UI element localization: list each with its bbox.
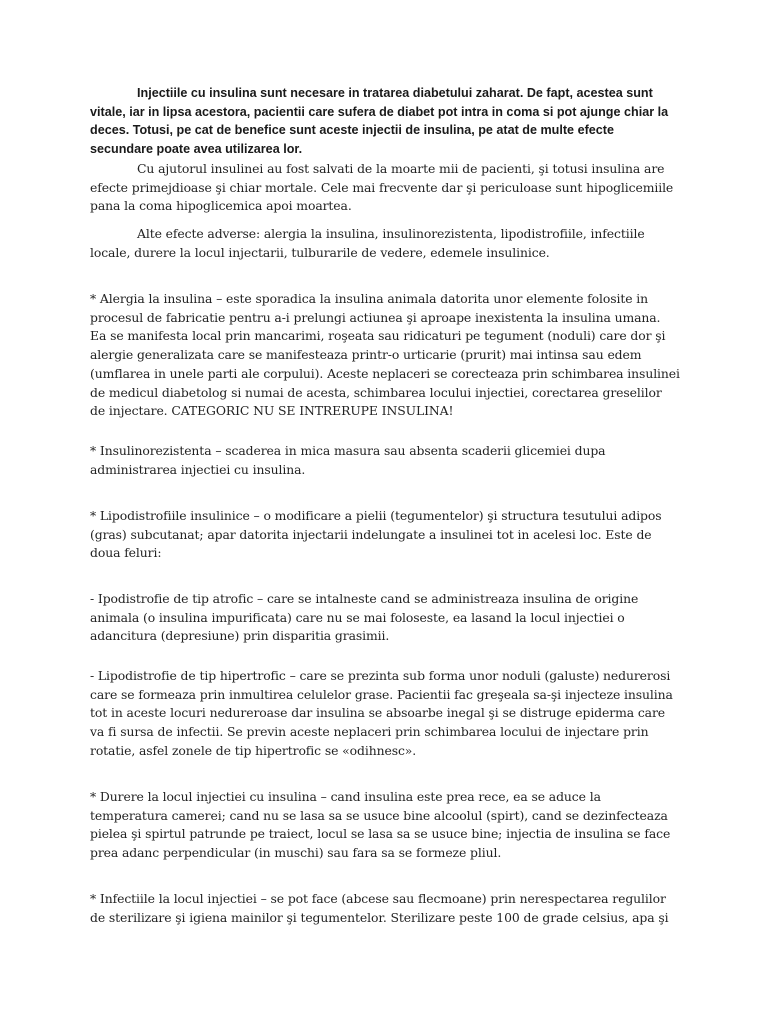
paragraph-hypertrophic-type: - Lipodistrofie de tip hipertrofic – care se prezinta sub forma unor noduli (galuste) nedurerosi care se formeaza prin inmultirea celulelor grase. Pacientii fac greşeala sa-şi injecteze insulina tot in aceste locuri nedureroase dar insulina se absoarbe inegal şi se distruge epiderma care va fi sursa de infectii. Se previn aceste neplaceri prin schimbarea locului de injectare prin rotatie, asfel zonele de tip hipertrofic se «odihnesc». xyxy=(90,668,673,758)
paragraph-insulin-benefits: Cu ajutorul insulinei au fost salvati de la moarte mii de pacienti, şi totusi insulina are efecte primejdioase şi chiar mortale. Cele mai frecvente dar şi periculoase sunt hipoglicemiile pana la coma hipoglicemica apoi moartea. xyxy=(90,161,674,214)
paragraph-injection-pain: * Durere la locul injectiei cu insulina – cand insulina este prea rece, ea se aduce la temperatura camerei; cand nu se lasa sa se usuce bine alcoolul (spirt), cand se dezinfecteaza pielea şi spirtul patrunde pe traiect, locul se lasa sa se usuce bine; injectia de insulina se face prea adanc perpendicular (in muschi) sau fara sa se formeze pliul. xyxy=(90,789,671,861)
lead-paragraph: Injectiile cu insulina sunt necesare in tratarea diabetului zaharat. De fapt, acestea sunt vitale, iar in lipsa acestora, pacientii care sufera de diabet pot intra in coma si pot ajunge chiar la deces. Totusi, pe cat de benefice sunt aceste injectii de insulina, pe atat de multe efecte secundare poate avea utilizarea lor. xyxy=(90,86,669,156)
paragraph-atrophic-type: - Ipodistrofie de tip atrofic – care se intalneste cand se administreaza insulina de origine animala (o insulina impurificata) care nu se mai foloseste, ea lasand la locul injectiei o adancitura (depresiune) prin disparitia grasimii. xyxy=(90,591,639,644)
paragraph-insulin-resistance: * Insulinorezistenta – scaderea in mica masura sau absenta scaderii glicemiei dupa administrarea injectiei cu insulina. xyxy=(90,443,606,477)
paragraph-adverse-effects: Alte efecte adverse: alergia la insulina, insulinorezistenta, lipodistrofiile, infectiile locale, durere la locul injectarii, tulburarile de vedere, edemele insulinice. xyxy=(90,226,645,260)
paragraph-lipodystrophy: * Lipodistrofiile insulinice – o modificare a pielii (tegumentelor) şi structura tesutului adipos (gras) subcutanat; apar datorita injectarii indelungate a insulinei tot in acelesi loc. Este de doua feluri: xyxy=(90,508,662,561)
paragraph-injection-infections: * Infectiile la locul injectiei – se pot face (abcese sau flecmoane) prin nerespectarea regulilor de sterilizare şi igiena mainilor şi tegumentelor. Sterilizare peste 100 de grade celsius, apa şi xyxy=(90,891,669,925)
paragraph-insulin-allergy: * Alergia la insulina – este sporadica la insulina animala datorita unor elemente folosite in procesul de fabricatie pentru a-i prelungi actiunea şi aproape inexistenta la insulina umana. Ea se manifesta local prin mancarimi, roşeata sau ridicaturi pe tegument (noduli) care dor şi alergie generalizata care se manifesteaza printr-o urticarie (prurit) mai intinsa sau edem (umflarea in unele parti ale corpului). Aceste neplaceri se corecteaza prin schimbarea insulinei de medicul diabetolog si numai de acesta, schimbarea locului injectiei, corectarea greselilor de injectare. CATEGORIC NU SE INTRERUPE INSULINA! xyxy=(90,291,680,419)
